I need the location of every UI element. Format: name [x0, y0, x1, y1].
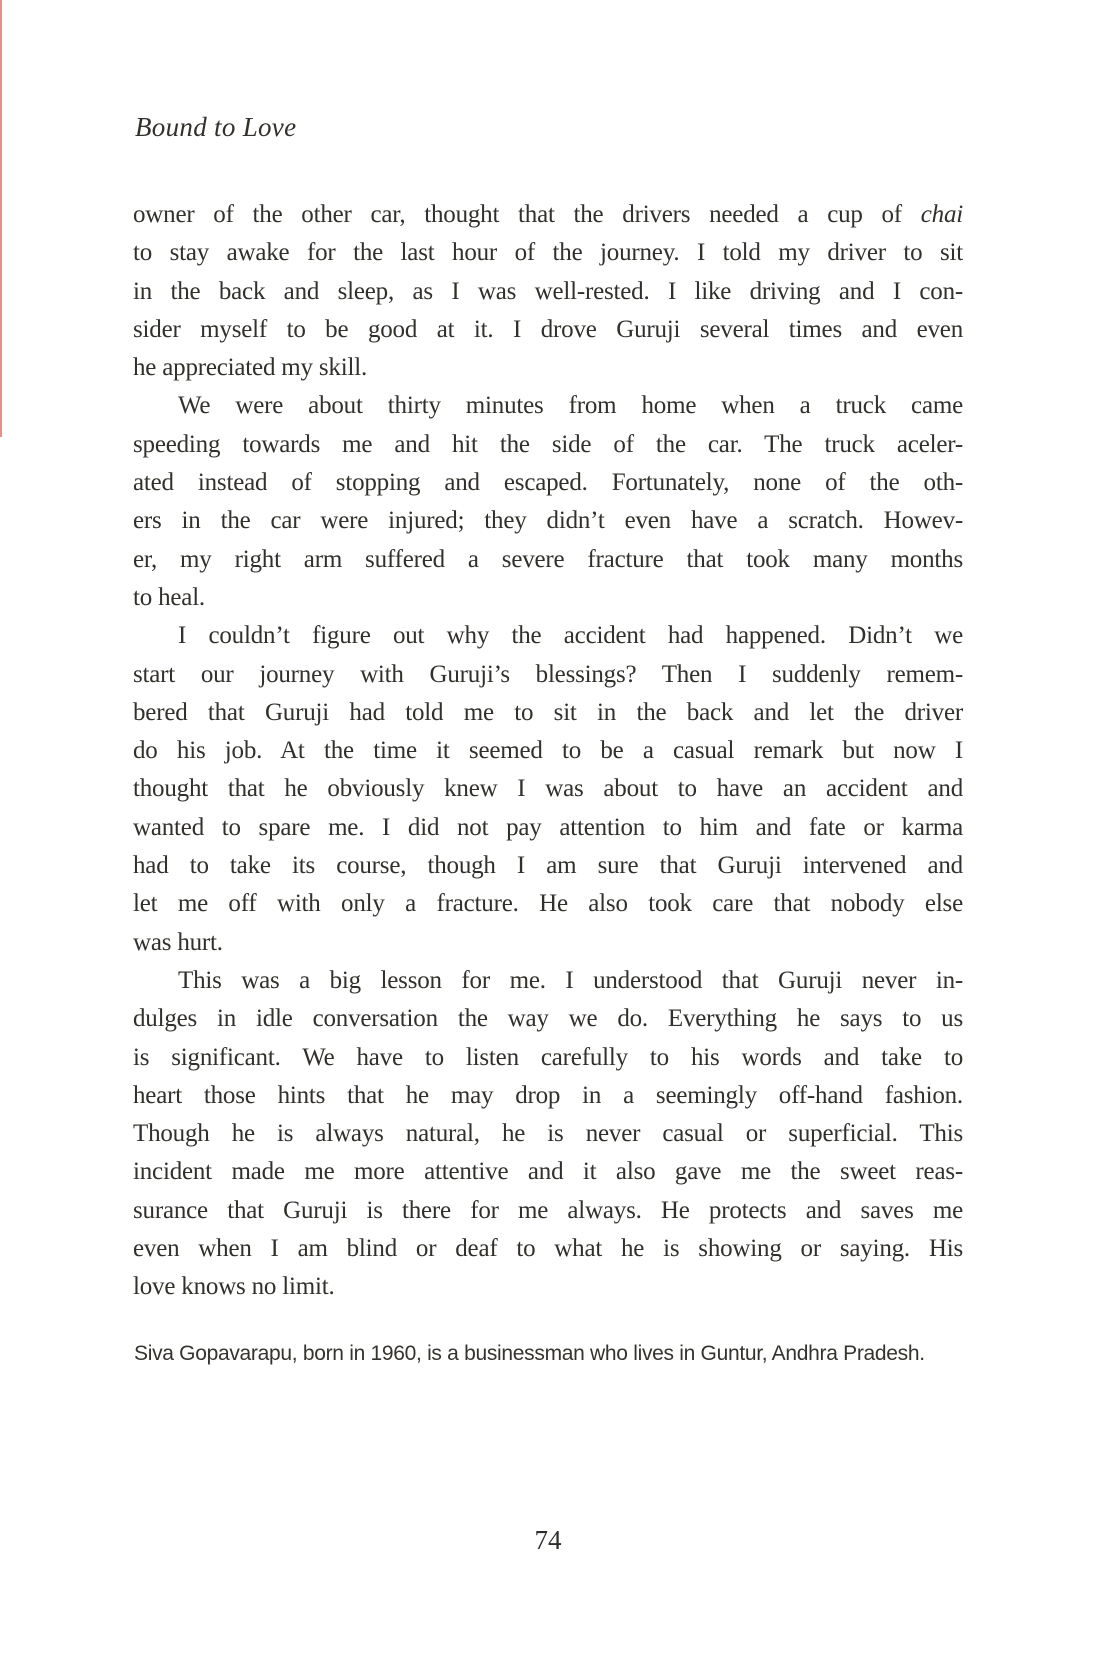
paragraph	[133, 962, 963, 1307]
text-line: surance that Guruji is there for me always. He protects and saves me	[133, 1196, 963, 1224]
text-line: I couldn’t figure out why the accident had happened. Didn’t we	[178, 622, 963, 650]
text-line: wanted to spare me. I did not pay attention to him and fate or karma	[133, 813, 963, 841]
text-line: incident made me more attentive and it also gave me the sweet reas-	[133, 1158, 963, 1186]
italic-term: chai	[920, 201, 963, 228]
book-page	[133, 0, 963, 1674]
body-text	[133, 196, 963, 1307]
paragraph	[133, 617, 963, 962]
text-line: sider myself to be good at it. I drove Guruji several times and even	[133, 315, 963, 343]
text-line: to heal.	[133, 583, 205, 611]
text-line: love knows no limit.	[133, 1273, 335, 1301]
paragraph	[133, 196, 963, 387]
text-line: he appreciated my skill.	[133, 354, 368, 382]
text-line: dulges in idle conversation the way we do. Everything he says to us	[133, 1005, 963, 1033]
text-line: This was a big lesson for me. I understood that Guruji never in-	[178, 966, 963, 994]
text-line: heart those hints that he may drop in a seemingly off-hand fashion.	[133, 1081, 963, 1109]
text-line: bered that Guruji had told me to sit in the back and let the driver	[133, 698, 963, 726]
text-line: had to take its course, though I am sure that Guruji intervened and	[133, 852, 963, 880]
text-line: ers in the car were injured; they didn’t even have a scratch. Howev-	[133, 507, 963, 535]
text-line: let me off with only a fracture. He also took care that nobody else	[133, 890, 963, 918]
text-line: owner of the other car, thought that the drivers needed a cup of chai	[133, 201, 963, 228]
running-header: Bound to Love	[135, 112, 297, 142]
text-line: speeding towards me and hit the side of the car. The truck aceler-	[133, 430, 963, 458]
paragraph	[133, 387, 963, 617]
text-line: We were about thirty minutes from home when a truck came	[178, 392, 963, 420]
text-line: er, my right arm suffered a severe fracture that took many months	[133, 545, 963, 573]
text-line: is significant. We have to listen carefully to his words and take to	[133, 1043, 963, 1071]
text-line: to stay awake for the last hour of the journey. I told my driver to sit	[133, 239, 963, 267]
text-line: thought that he obviously knew I was about to have an accident and	[133, 775, 963, 803]
page-number: 74	[534, 1525, 562, 1555]
scan-edge-artifact	[0, 0, 2, 437]
text-line: even when I am blind or deaf to what he is showing or saying. His	[133, 1235, 963, 1263]
text-line: in the back and sleep, as I was well-rested. I like driving and I con-	[133, 277, 963, 305]
text-line: Though he is always natural, he is never casual or superficial. This	[133, 1120, 963, 1148]
text-line: was hurt.	[133, 928, 223, 956]
text-line: do his job. At the time it seemed to be a casual remark but now I	[133, 737, 963, 765]
text-line: ated instead of stopping and escaped. Fortunately, none of the oth-	[133, 469, 963, 497]
text-line: start our journey with Guruji’s blessings? Then I suddenly remem-	[133, 660, 963, 688]
author-bio-line: Siva Gopavarapu, born in 1960, is a businessman who lives in Guntur, Andhra Pradesh.	[134, 1342, 925, 1365]
